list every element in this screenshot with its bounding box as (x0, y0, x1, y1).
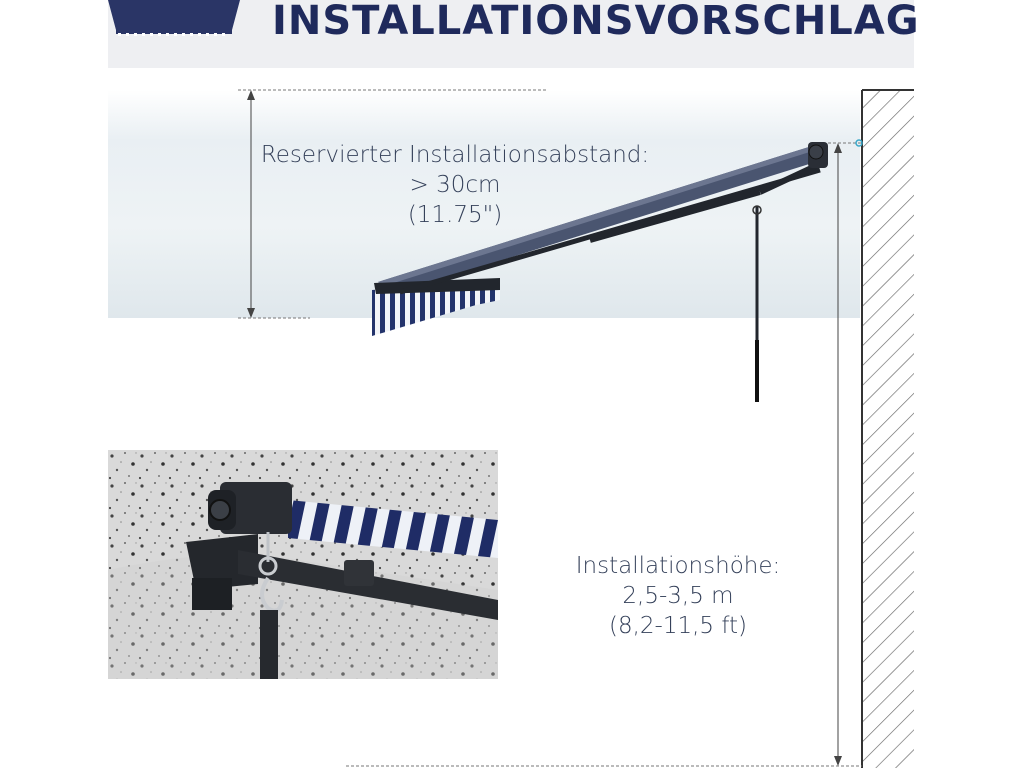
height-label-line3: (8,2-11,5 ft) (608, 613, 748, 639)
clearance-label-line2: > 30cm (409, 172, 501, 198)
clearance-label (240, 140, 670, 230)
height-label-line1: Installationshöhe: (575, 553, 781, 579)
wall (862, 90, 914, 768)
clearance-label-line3: (11.75") (407, 202, 503, 228)
height-label (548, 551, 808, 641)
clearance-label-line1: Reservierter Installationsabstand: (260, 142, 650, 168)
height-label-line2: 2,5-3,5 m (622, 583, 734, 609)
page-title: INSTALLATIONSVORSCHLAG (272, 0, 920, 44)
bracket-detail-image (108, 450, 498, 679)
